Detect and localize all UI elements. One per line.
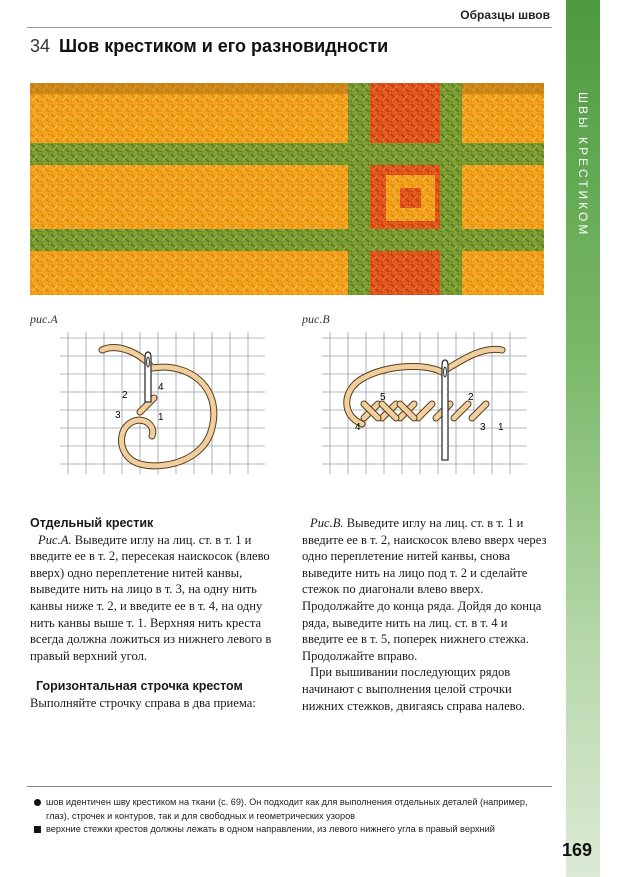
section-label: Образцы швов [460,8,550,22]
figure-b-caption: рис.В [302,312,330,326]
note-item [34,796,534,823]
figure-a-label-2: 2 [122,390,128,401]
figure-a-label-4: 4 [158,382,164,393]
circle-bullet-icon [34,799,41,806]
right-column [302,515,547,714]
left-body-text-2: Выполняйте строчку справа в два приема: [30,695,256,710]
figure-a-label-3: 3 [115,410,121,421]
footer-divider [27,786,552,787]
figure-a-label-1: 1 [158,412,164,423]
sidebar-title: ШВЫ КРЕСТИКОМ [576,92,590,238]
page-title [30,36,388,57]
right-body-text-2: При вышивании последующих рядов начинают с выполнения целой строчки нижних стежков, двигаясь справа налево. [302,665,525,713]
footnotes [34,796,534,837]
figure-a-diagram [60,332,265,474]
page-title-number: 34 [30,36,51,56]
right-figure-ref: Рис.В. [310,516,344,530]
section-heading-single-cross: Отдельный крестик [30,516,154,530]
left-figure-ref: Рис.А. [38,532,72,547]
section-heading-horizontal-row: Горизонтальная строчка крестом [36,679,243,694]
figure-b-label-4: 4 [355,422,361,433]
right-paragraph [302,515,547,664]
header-divider [27,27,552,28]
square-bullet-icon [34,826,41,833]
figure-a-caption: рис.А [30,312,58,326]
left-body-text: Выведите иглу на лиц. ст. в т. 1 и введите ее в т. 2, пересекая наискосок (влево вверх) одно переплетение нитей канвы, выведите нить на лицо в т. 3, на одну нить канвы ниже т. 2, и введите ее в т. 4, на одну нить канвы выше т. 1. Верхняя нить креста всегда должна ложиться из нижнего левого в правый верхний угол. [30,532,272,663]
page-number: 169 [562,840,593,860]
figure-b-diagram [322,332,527,474]
embroidery-photo [30,83,544,295]
left-column [30,515,275,712]
figure-b-label-3: 3 [480,422,486,433]
page-title-text: Шов крестиком и его разновидности [59,36,389,56]
note-item [34,823,534,837]
note-text: верхние стежки крестов должны лежать в одном направлении, из левого нижнего угла в правый верхний [46,824,495,834]
figure-b-label-5: 5 [380,392,386,403]
note-text: шов идентичен шву крестиком на ткани (с. 69). Он подходит как для выполнения отдельных деталей (например, глаз), строчек и контуров, так и для свободных и геометрических узоров [46,797,528,821]
figure-b-label-2: 2 [468,392,474,403]
left-paragraph [30,532,275,665]
right-body-text: Выведите иглу на лиц. ст. в т. 1 и введите ее в т. 2, наискосок влево вверх через одно переплетение нитей канвы, снова выведите нить на лицо под т. 2 и сделайте стежок по диагонали влево вверх. Продолжайте до конца ряда. Дойдя до конца ряда, выведите нить на лиц. ст. в т. 4 и введите ее в т. 5, поперек нижнего стежка. Продолжайте вправо. [302,516,547,663]
figure-b-label-1: 1 [498,422,504,433]
